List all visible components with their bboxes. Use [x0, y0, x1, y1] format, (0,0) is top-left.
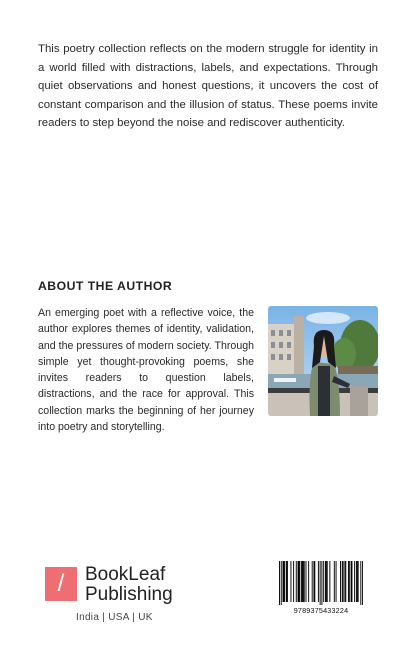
publisher-regions: India | USA | UK — [76, 612, 153, 623]
barcode-bar — [358, 561, 359, 602]
barcode-bar — [343, 561, 344, 602]
barcode-bar — [329, 561, 330, 602]
barcode-bars — [279, 559, 363, 605]
barcode-bar — [362, 561, 363, 605]
barcode-bar — [326, 561, 327, 602]
barcode-bar — [321, 561, 322, 605]
publisher-name-line1: BookLeaf — [85, 564, 166, 585]
barcode-bar — [348, 561, 349, 602]
barcode-bar — [301, 561, 302, 602]
back-cover-blurb: This poetry collection reflects on the modern struggle for identity in a world filled with distractions, labels, and expectations. Through quiet observations and honest questions, it uncovers the cost of constant comparison and the illusion of status. These poems invite readers to step beyond the noise and rediscover authenticity. — [38, 43, 378, 130]
barcode-bar — [325, 561, 326, 602]
barcode-bar — [298, 561, 299, 602]
barcode-bar — [360, 561, 361, 605]
barcode-bar — [320, 561, 321, 605]
barcode-bar — [334, 561, 335, 602]
barcode-bar — [357, 561, 358, 602]
barcode-bar — [351, 561, 352, 602]
barcode-bar — [287, 561, 288, 602]
barcode-bar — [352, 561, 353, 602]
barcode-bar — [349, 561, 350, 602]
barcode-bar — [281, 561, 282, 605]
barcode-bar — [336, 561, 337, 602]
barcode-bar — [354, 561, 355, 602]
about-author-text: An emerging poet with a reflective voice, the author explores themes of identity, validation, and the pressures of modern society. Through simple yet thought-provoking poems, she invites readers to question labels, distractions, and the race for approval. This collection marks the beginning of her journey into poetry and storytelling. — [38, 307, 254, 434]
barcode-bar — [356, 561, 357, 602]
barcode-bar — [303, 561, 304, 602]
barcode-bar — [344, 561, 345, 602]
barcode-bar — [279, 561, 280, 605]
barcode-bar — [306, 561, 307, 602]
barcode-bar — [284, 561, 285, 602]
barcode-bar — [323, 561, 324, 602]
isbn-number: 9789375433224 — [293, 606, 349, 615]
barcode-bar — [345, 561, 346, 602]
barcode-bar — [283, 561, 284, 602]
about-author-heading: ABOUT THE AUTHOR — [38, 279, 173, 293]
publisher-logo — [45, 566, 205, 608]
barcode-bar — [312, 561, 313, 602]
barcode-bar — [302, 561, 303, 602]
barcode-bar — [299, 561, 300, 602]
barcode-bar — [308, 561, 309, 602]
barcode-bar — [293, 561, 294, 602]
barcode-bar — [313, 561, 314, 602]
barcode-bar — [342, 561, 343, 602]
barcode-bar — [290, 561, 291, 602]
author-photo — [268, 306, 378, 416]
barcode-bar — [327, 561, 328, 602]
barcode-bar — [304, 561, 305, 602]
barcode-bar — [283, 561, 284, 602]
barcode-bar — [286, 561, 287, 602]
barcode-bar — [296, 561, 297, 602]
publisher-name-line2: Publishing — [85, 584, 173, 605]
barcode-bar — [318, 561, 319, 602]
barcode-bar — [298, 561, 299, 602]
barcode-bar — [340, 561, 341, 602]
barcode-bar — [314, 561, 315, 602]
logo-slash-icon: / — [45, 567, 77, 601]
